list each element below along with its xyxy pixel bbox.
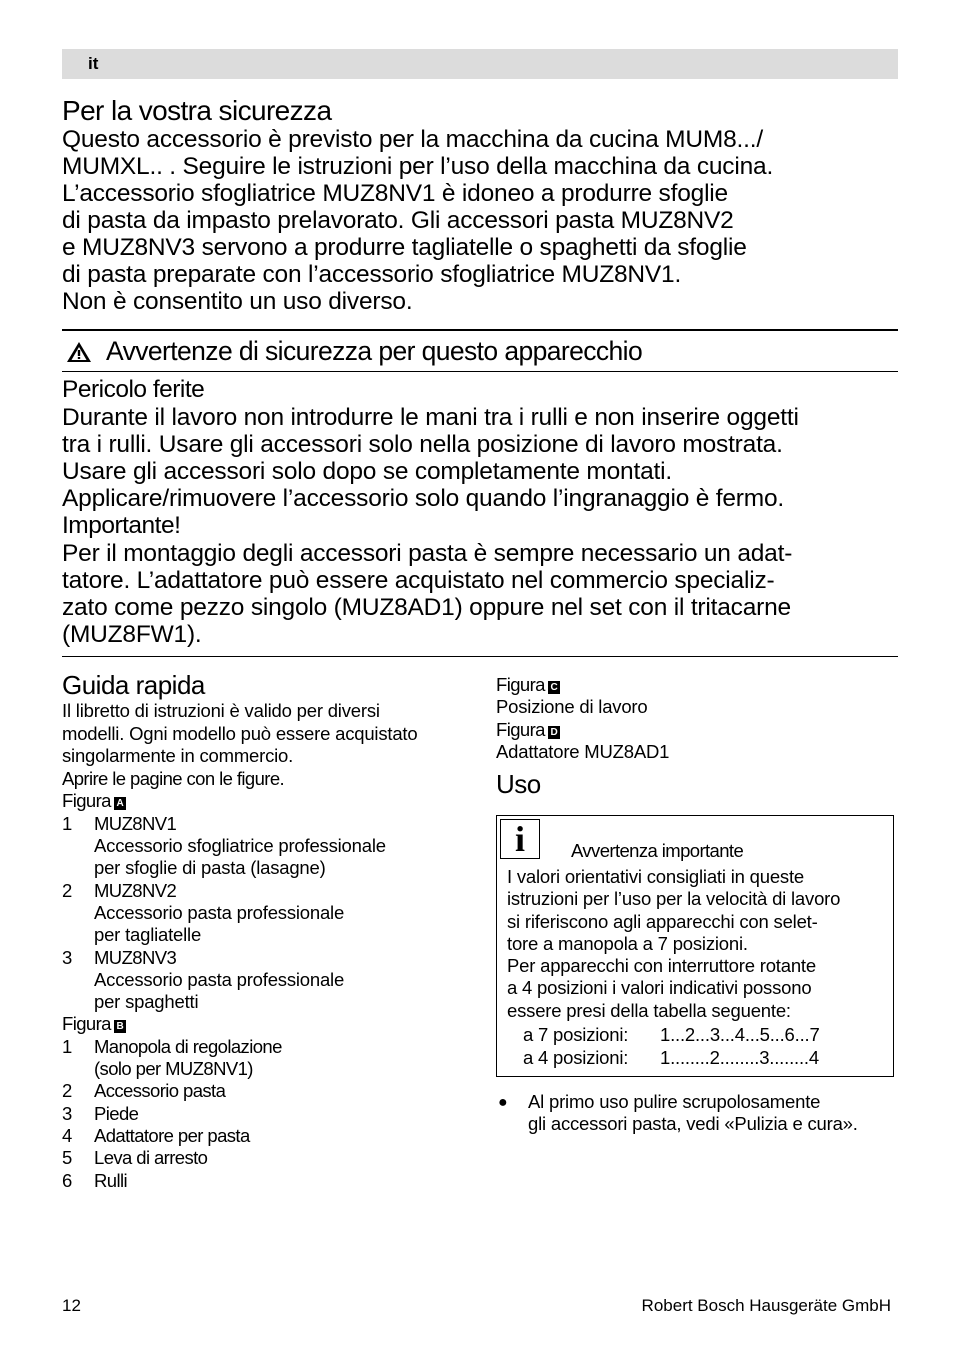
safety-line: L’accessorio sfogliatrice MUZ8NV1 è idoneo a produrre sfoglie [62, 180, 728, 207]
item-number: 1 [62, 1035, 72, 1057]
figure-d-text: Adattatore MUZ8AD1 [496, 740, 670, 762]
bullet-dot-icon: ● [498, 1094, 508, 1111]
item-line: (solo per MUZ8NV1) [94, 1058, 253, 1080]
injury-line: Applicare/rimuovere l’accessorio solo quando l’ingranaggio è fermo. [62, 485, 784, 512]
item-line: Accessorio pasta professionale [94, 968, 345, 990]
figure-label: Figura [62, 790, 111, 812]
item-line: Accessorio sfogliatrice professionale [94, 835, 386, 857]
item-number: 2 [62, 1080, 72, 1102]
injury-line: tra i rulli. Usare gli accessori solo nella posizione di lavoro mostrata. [62, 431, 783, 458]
item-title: MUZ8NV3 [94, 946, 177, 968]
important-line: (MUZ8FW1). [62, 621, 202, 648]
footer-company: Robert Bosch Hausgeräte GmbH [641, 1296, 891, 1315]
item-line: per sfoglie di pasta (lasagne) [94, 857, 326, 879]
figure-c-heading [496, 674, 906, 696]
injury-line: Durante il lavoro non introdurre le mani tra i rulli e non inserire oggetti [62, 404, 799, 431]
bullet-line: gli accessori pasta, vedi «Pulizia e cura». [528, 1113, 858, 1135]
injury-text [62, 404, 799, 512]
list-item [62, 1103, 482, 1125]
figure-a-heading [62, 790, 482, 812]
safety-title: Per la vostra sicurezza [62, 95, 332, 126]
open-pages-note: Aprire le pagine con le figure. [62, 768, 285, 790]
list-item [62, 1147, 482, 1169]
page-number: 12 [62, 1296, 81, 1315]
item-number: 2 [62, 879, 73, 901]
speed-table [523, 1024, 820, 1070]
list-item [62, 880, 482, 947]
figure-b-heading [62, 1013, 482, 1035]
safety-line: Questo accessorio è previsto per la macchina da cucina MUM8.../ [62, 126, 763, 153]
figure-d-heading [496, 719, 906, 741]
figure-label: Figura [62, 1013, 111, 1035]
item-line: Adattatore per pasta [94, 1124, 250, 1146]
important-text [62, 540, 792, 648]
info-line: essere presi della tabella seguente: [507, 999, 791, 1021]
language-code: it [88, 54, 99, 73]
injury-line: Usare gli accessori solo dopo se completamente montati. [62, 458, 672, 485]
info-line: Per apparecchi con interruttore rotante [507, 955, 816, 977]
right-column [496, 674, 906, 800]
item-line: Rulli [94, 1169, 127, 1191]
guide-intro-line: modelli. Ogni modello può essere acquistato [62, 722, 418, 744]
list-item [62, 947, 482, 1014]
figure-c-text: Posizione di lavoro [496, 696, 648, 718]
item-line: Piede [94, 1102, 139, 1124]
figure-label: Figura [496, 718, 545, 740]
item-title: MUZ8NV2 [94, 879, 177, 901]
injury-title: Pericolo ferite [62, 376, 205, 403]
table-value: 1........2........3........4 [660, 1047, 819, 1069]
info-line: a 4 posizioni i valori indicativi possono [507, 977, 812, 999]
bullet-item [498, 1091, 908, 1136]
item-number: 3 [62, 1102, 72, 1124]
safety-line: Non è consentito un uso diverso. [62, 288, 413, 315]
important-line: zato come pezzo singolo (MUZ8AD1) oppure nel set con il tritacarne [62, 594, 791, 621]
divider [62, 371, 898, 372]
figure-d-badge: D [548, 726, 560, 739]
item-number: 3 [62, 946, 73, 968]
figure-b-badge: B [114, 1020, 126, 1033]
table-row [523, 1024, 820, 1046]
figure-c-badge: C [548, 681, 560, 694]
item-number: 6 [62, 1169, 72, 1191]
item-line: Accessorio pasta professionale [94, 901, 345, 923]
safety-line: e MUZ8NV3 servono a produrre tagliatelle o spaghetti da sfoglie [62, 234, 747, 261]
safety-text [62, 126, 773, 315]
info-title: Avvertenza importante [571, 840, 744, 861]
safety-line: MUMXL.. . Seguire le istruzioni per l’uso della macchina da cucina. [62, 153, 774, 180]
divider [62, 329, 898, 331]
warning-triangle-icon [66, 341, 92, 363]
list-item [62, 813, 482, 880]
table-value: 1...2...3...4...5...6...7 [660, 1024, 820, 1045]
guide-intro-line: singolarmente in commercio. [62, 744, 294, 766]
guide-intro-line: Il libretto di istruzioni è valido per diversi [62, 700, 380, 722]
important-line: Per il montaggio degli accessori pasta è sempre necessario un adat- [62, 540, 793, 567]
info-box [496, 815, 894, 1077]
warnings-title: Avvertenze di sicurezza per questo apparecchio [106, 336, 643, 366]
item-number: 5 [62, 1147, 72, 1169]
item-line: Accessorio pasta [94, 1080, 226, 1102]
bullet-line: Al primo uso pulire scrupolosamente [528, 1091, 821, 1112]
list-item [62, 1125, 482, 1147]
info-line: I valori orientativi consigliati in queste [507, 866, 805, 887]
item-line: Leva di arresto [94, 1147, 208, 1169]
uso-title: Uso [496, 769, 541, 800]
info-line: tore a manopola a 7 posizioni. [507, 932, 748, 954]
info-line: si riferiscono agli apparecchi con selet- [507, 910, 818, 932]
table-row [523, 1047, 820, 1069]
item-line: per spaghetti [94, 991, 199, 1013]
figure-a-badge: A [114, 797, 126, 810]
guide-title: Guida rapida [62, 670, 205, 700]
item-number: 4 [62, 1124, 72, 1146]
language-bar [62, 49, 898, 79]
warnings-heading [62, 336, 642, 367]
item-line: Manopola di regolazione [94, 1035, 282, 1057]
figure-label: Figura [496, 674, 545, 695]
divider [62, 656, 898, 657]
list-item [62, 1080, 482, 1102]
list-item [62, 1036, 482, 1081]
important-title: Importante! [62, 512, 181, 539]
info-text [507, 866, 887, 1022]
table-label: a 7 posizioni: [523, 1024, 629, 1045]
item-line: per tagliatelle [94, 924, 202, 946]
important-line: tatore. L’adattatore può essere acquistato nel commercio specializ- [62, 567, 775, 594]
guide-column [62, 670, 482, 1192]
safety-line: di pasta preparate con l’accessorio sfogliatrice MUZ8NV1. [62, 261, 682, 288]
item-number: 1 [62, 812, 73, 834]
info-line: istruzioni per l’uso per la velocità di lavoro [507, 888, 841, 910]
list-item [62, 1170, 482, 1192]
table-label: a 4 posizioni: [523, 1047, 629, 1069]
item-title: MUZ8NV1 [94, 812, 177, 834]
info-icon: i [500, 819, 540, 859]
safety-line: di pasta da impasto prelavorato. Gli accessori pasta MUZ8NV2 [62, 207, 734, 234]
